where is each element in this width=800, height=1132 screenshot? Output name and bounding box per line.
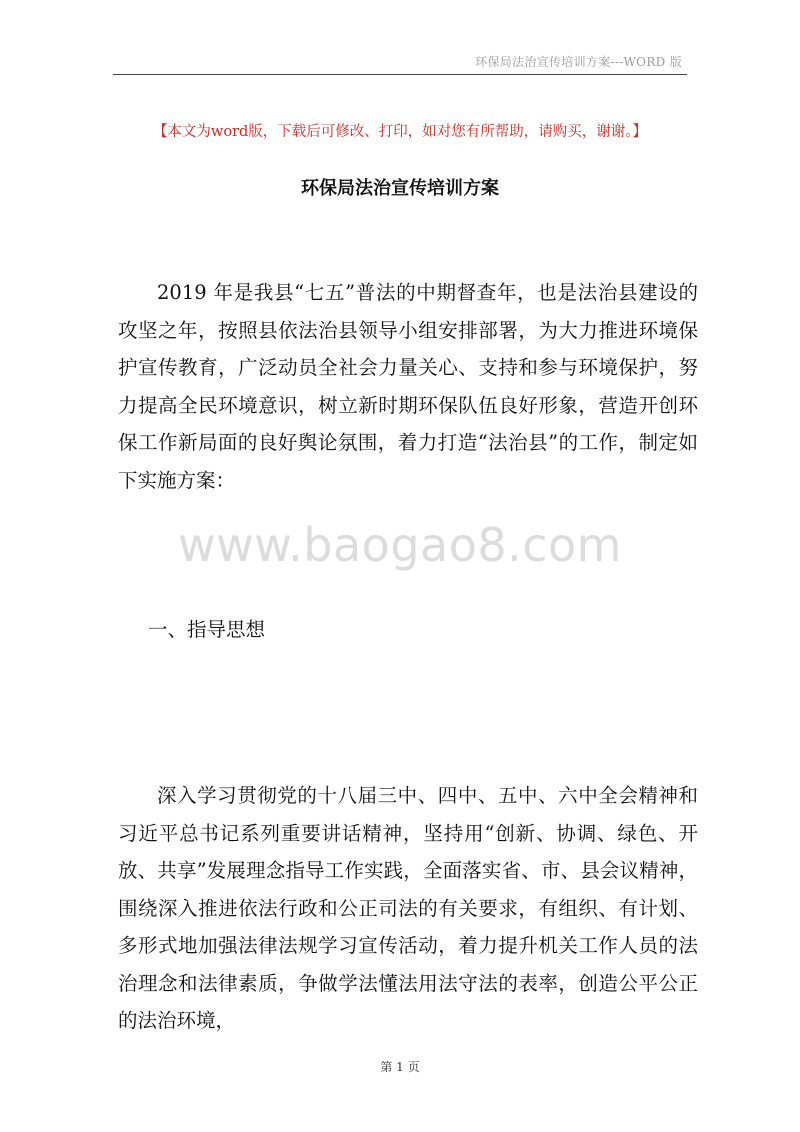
running-header: 环保局法治宣传培训方案---WORD 版: [475, 55, 682, 69]
section-heading-guiding-ideology: 一、指导思想: [148, 618, 266, 641]
page-number: 第 1 页: [380, 1060, 420, 1074]
guiding-ideology-paragraph: 深入学习贯彻党的十八届三中、四中、五中、六中全会精神和习近平总书记系列重要讲话精神，坚持用“创新、协调、绿色、开放、共享”发展理念指导工作实践，全面落实省、市、县会议精神，围绕深入推进依法行政和公正司法的有关要求，有组织、有计划、多形式地加强法律法规学习宣传活动，着力提升机关工作人员的法治理念和法律素质，争做学法懂法用法守法的表率，创造公平公正的法治环境，: [118, 784, 698, 1032]
site-watermark: www.baogao8.com: [178, 518, 622, 572]
header-divider: [113, 74, 687, 75]
intro-paragraph: 2019 年是我县“七五”普法的中期督查年，也是法治县建设的攻坚之年，按照县依法治县领导小组安排部署，为大力推进环境保护宣传教育，广泛动员全社会力量关心、支持和参与环境保护，努力提高全民环境意识，树立新时期环保队伍良好形象，营造开创环保工作新局面的良好舆论氛围，着力打造“法治县”的工作，制定如下实施方案：: [118, 281, 698, 492]
document-title: 环保局法治宣传培训方案: [301, 178, 499, 199]
purchase-notice: 【本文为word版，下载后可修改、打印，如对您有所帮助，请购买，谢谢。】: [152, 124, 648, 140]
